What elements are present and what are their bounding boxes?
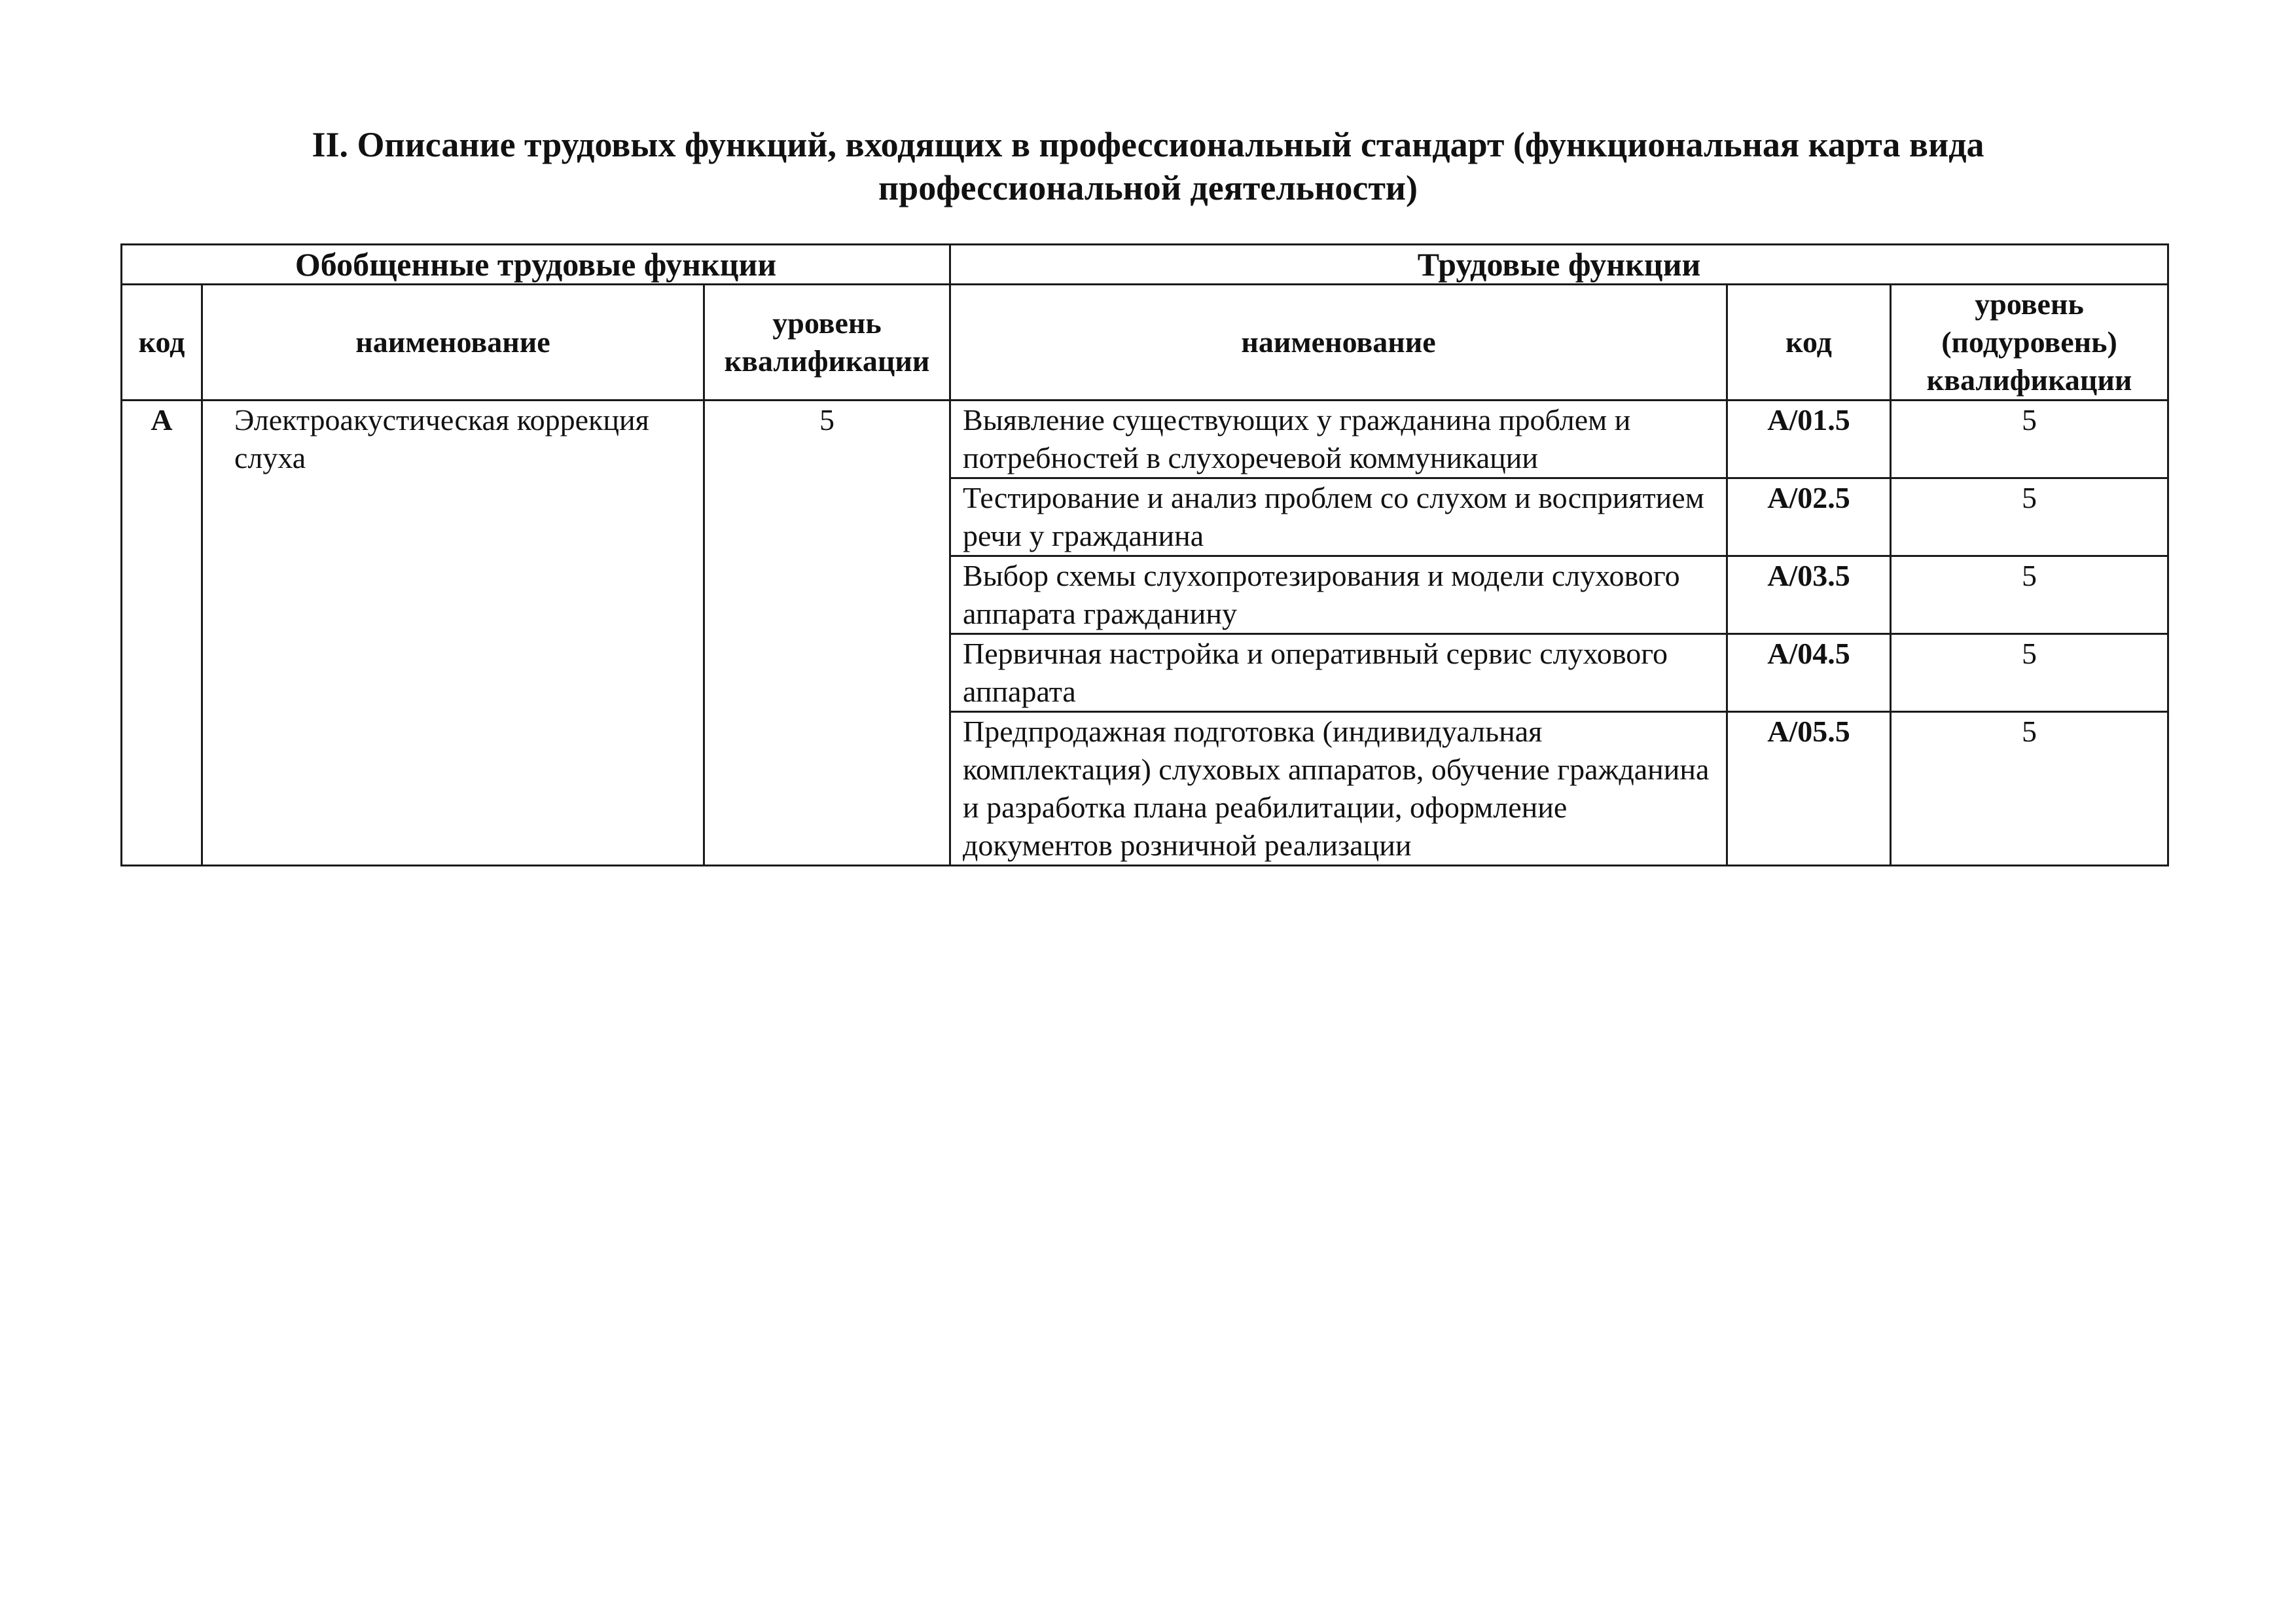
labor-function-name: Выявление существующих у гражданина проблем и потребностей в слухоречевой коммуникации — [950, 401, 1727, 478]
page-title-line-2: профессиональной деятельности) — [878, 168, 1418, 207]
labor-function-level: 5 — [1891, 478, 2168, 556]
generalized-function-name: Электроакустическая коррекция слуха — [202, 401, 704, 866]
labor-function-level: 5 — [1891, 712, 2168, 866]
labor-function-level: 5 — [1891, 401, 2168, 478]
col-header-gen-level: уровень квалификации — [704, 285, 950, 401]
labor-function-code: A/04.5 — [1727, 634, 1891, 712]
col-header-tf-code: код — [1727, 285, 1891, 401]
page-title-line-1: II. Описание трудовых функций, входящих в профессиональный стандарт (функциональная карта вида — [312, 125, 1984, 164]
group-header-row — [122, 245, 2168, 285]
labor-function-level: 5 — [1891, 634, 2168, 712]
functional-map-table — [120, 243, 2169, 866]
labor-function-code: A/03.5 — [1727, 556, 1891, 634]
generalized-function-code: А — [122, 401, 202, 866]
labor-function-name: Предпродажная подготовка (индивидуальная комплектация) слуховых аппаратов, обучение гражданина и разработка плана реабилитации, оформление документов розничной реализации — [950, 712, 1727, 866]
labor-functions-header: Трудовые функции — [950, 245, 2168, 285]
col-header-tf-level: уровень (подуровень) квалификации — [1891, 285, 2168, 401]
labor-function-code: A/02.5 — [1727, 478, 1891, 556]
generalized-function-level: 5 — [704, 401, 950, 866]
labor-function-code: A/05.5 — [1727, 712, 1891, 866]
col-header-gen-code: код — [122, 285, 202, 401]
col-header-tf-name: наименование — [950, 285, 1727, 401]
labor-function-code: A/01.5 — [1727, 401, 1891, 478]
labor-function-name: Выбор схемы слухопротезирования и модели слухового аппарата гражданину — [950, 556, 1727, 634]
labor-function-name: Тестирование и анализ проблем со слухом и восприятием речи у гражданина — [950, 478, 1727, 556]
page-title — [118, 123, 2178, 209]
labor-function-name: Первичная настройка и оперативный сервис слухового аппарата — [950, 634, 1727, 712]
labor-function-level: 5 — [1891, 556, 2168, 634]
table-row — [122, 401, 2168, 478]
column-header-row — [122, 285, 2168, 401]
col-header-gen-name: наименование — [202, 285, 704, 401]
generalized-functions-header: Обобщенные трудовые функции — [122, 245, 950, 285]
